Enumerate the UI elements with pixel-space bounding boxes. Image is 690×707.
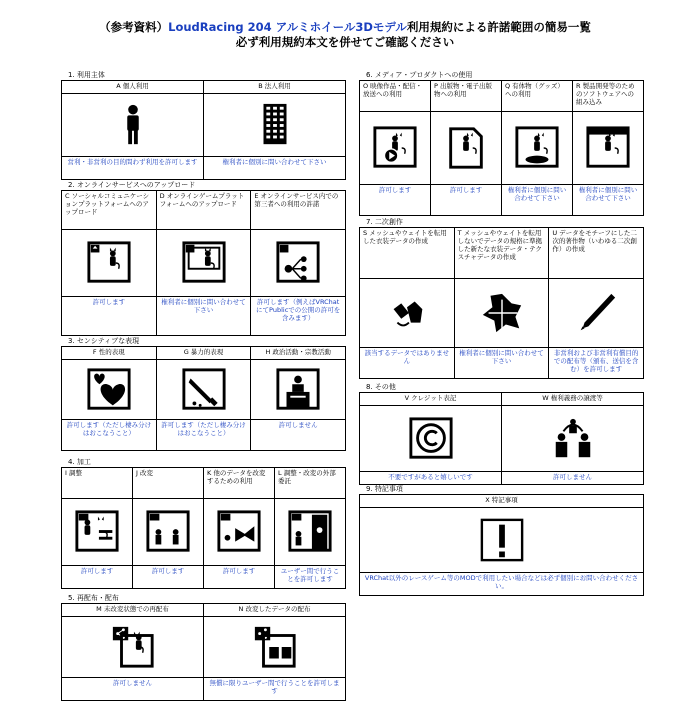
outsourcing-icon	[275, 499, 345, 565]
item-header: U データをモチーフにした二次的著作物（いわゆる二次創作）の作成	[549, 228, 643, 279]
permission-table	[61, 190, 346, 336]
item-answer: 許可しません	[502, 471, 643, 484]
item-header: P 出版物・電子出版物への利用	[431, 81, 501, 112]
item-answer: 権利者に個別に問い合わせて下さい	[573, 184, 643, 215]
item-answer: 許可します（ただし棲み分けはおこなうこと）	[157, 419, 251, 450]
section-label: 3. センシティブな表現	[68, 337, 140, 345]
section-s8	[359, 383, 644, 485]
building-icon	[204, 94, 345, 156]
permission-table	[359, 392, 644, 485]
section-s9	[359, 485, 644, 596]
item-answer: 許可しません	[251, 419, 345, 450]
item-header: T メッシュやウェイトを転用しないでデータの規格に準拠した新たな衣装データ・テクスチャデータの作成	[455, 228, 549, 279]
section-s5	[61, 594, 346, 701]
exclamation-icon	[360, 508, 643, 572]
item-header: J 改変	[133, 468, 203, 499]
section-s6	[359, 71, 644, 216]
item-header: C ソーシャルコミュニケーションプラットフォームへのアップロード	[62, 191, 156, 230]
permission-item	[360, 228, 454, 378]
section-s4	[61, 458, 346, 589]
clothing-icon	[360, 279, 454, 347]
distribute-modified-icon	[204, 617, 345, 677]
section-label: 6. メディア・プロダクトへの使用	[366, 71, 473, 79]
permission-item	[501, 81, 572, 215]
item-header: F 性的表現	[62, 347, 156, 360]
item-header: O 映像作品・配信・放送への利用	[360, 81, 430, 112]
permission-table	[61, 346, 346, 451]
permission-item	[454, 228, 549, 378]
permission-item	[250, 191, 345, 335]
item-header: X 特記事項	[360, 495, 643, 508]
item-answer: VRChat以外のレースゲーム等のMODで利用したい場合などは必ず個別にお問い合わせください。	[360, 572, 643, 595]
redistribute-icon	[62, 617, 203, 677]
item-answer: 権利者に個別に問い合わせて下さい	[157, 296, 251, 335]
transfer-icon	[502, 406, 643, 471]
permission-item	[548, 228, 643, 378]
section-s3	[61, 337, 346, 451]
item-answer: 許可します（ただし棲み分けはおこなうこと）	[62, 419, 156, 450]
permission-item	[203, 468, 274, 588]
publication-icon	[431, 112, 501, 184]
texture-icon	[455, 279, 549, 347]
item-answer: 権利者に個別に問い合わせて下さい	[204, 156, 345, 179]
adjust-icon	[62, 499, 132, 565]
permission-item	[62, 347, 156, 450]
item-answer: ユーザー間で行うことを許可します	[275, 565, 345, 588]
section-label: 7. 二次創作	[366, 218, 403, 226]
item-answer: 権利者に個別に問い合わせて下さい	[455, 347, 549, 378]
section-s7	[359, 218, 644, 379]
item-header: R 製品開発等のためのソフトウェアへの組み込み	[573, 81, 643, 112]
item-answer: 許可します	[360, 184, 430, 215]
item-answer: 営利・非営利の目的問わず利用を許可します	[62, 156, 203, 179]
item-header: N 改変したデータの配布	[204, 604, 345, 617]
item-answer: 該当するデータではありません	[360, 347, 454, 378]
permission-item	[156, 347, 251, 450]
section-label: 1. 利用主体	[68, 71, 105, 79]
software-icon	[573, 112, 643, 184]
modify-icon	[133, 499, 203, 565]
item-answer: 許可します	[62, 296, 156, 335]
section-label: 4. 加工	[68, 458, 91, 466]
permission-table	[359, 80, 644, 216]
item-header: W 権利義務の譲渡等	[502, 393, 643, 406]
item-answer: 不要ですがあると嬉しいです	[360, 471, 501, 484]
upload-avatar-icon	[62, 230, 156, 296]
knife-icon	[157, 360, 251, 419]
item-header: K 他のデータを改変するための利用	[204, 468, 274, 499]
permission-table	[61, 467, 346, 589]
item-header: L 調整・改変の外部委託	[275, 468, 345, 499]
item-answer: 許可します	[431, 184, 501, 215]
goods-icon	[502, 112, 572, 184]
item-header: E オンラインサービス内での第三者への利用の許諾	[251, 191, 345, 230]
hearts-icon	[62, 360, 156, 419]
item-header: B 法人利用	[204, 81, 345, 94]
pen-icon	[549, 279, 643, 347]
podium-icon	[251, 360, 345, 419]
item-answer: 許可します（例えばVRChatにてPublicでの公開の許可を含みます）	[251, 296, 345, 335]
upload-game-icon	[157, 230, 251, 296]
permission-item	[274, 468, 345, 588]
page-title: （参考資料）LoudRacing 204 アルミホイール3Dモデル利用規約による許諾範囲の簡易一覧 必ず利用規約本文を併せてご確認ください	[99, 20, 591, 49]
item-answer: 非営利および非営利有償目的での配布等（頒布、送信を含む）を許可します	[549, 347, 643, 378]
item-answer: 許可します	[204, 565, 274, 588]
permission-item	[203, 81, 345, 179]
item-answer: 許可します	[62, 565, 132, 588]
permission-item	[62, 81, 203, 179]
section-label: 9. 特記事項	[366, 485, 403, 493]
permission-table	[359, 227, 644, 379]
video-icon	[360, 112, 430, 184]
permission-item	[360, 81, 430, 215]
item-answer: 権利者に個別に問い合わせて下さい	[502, 184, 572, 215]
section-label: 2. オンラインサービスへのアップロード	[68, 181, 196, 189]
permission-item	[250, 347, 345, 450]
permission-item	[62, 191, 156, 335]
share-third-party-icon	[251, 230, 345, 296]
item-header: V クレジット表記	[360, 393, 501, 406]
permission-item	[203, 604, 345, 700]
item-header: Q 有体物（グッズ）への利用	[502, 81, 572, 112]
permission-item	[360, 393, 501, 484]
item-header: I 調整	[62, 468, 132, 499]
permission-item	[156, 191, 251, 335]
section-label: 5. 再配布・配布	[68, 594, 119, 602]
section-s2	[61, 181, 346, 336]
permission-item	[132, 468, 203, 588]
permission-item	[430, 81, 501, 215]
permission-item	[572, 81, 643, 215]
permission-table	[359, 494, 644, 596]
item-answer: 無償に限りユーザー間で行うことを許可します	[204, 677, 345, 700]
item-header: S メッシュやウェイトを転用した衣装データの作成	[360, 228, 454, 279]
permission-item	[62, 604, 203, 700]
permission-table	[61, 603, 346, 701]
section-s1	[61, 71, 346, 180]
item-answer: 許可しません	[62, 677, 203, 700]
item-header: A 個人利用	[62, 81, 203, 94]
person-icon	[62, 94, 203, 156]
permission-item	[62, 468, 132, 588]
item-answer: 許可します	[133, 565, 203, 588]
bow-tie-icon	[204, 499, 274, 565]
copyright-icon	[360, 406, 501, 471]
permission-item	[360, 495, 643, 595]
item-header: H 政治活動・宗教活動	[251, 347, 345, 360]
permission-table	[61, 80, 346, 180]
permission-item	[501, 393, 643, 484]
item-header: M 未改変状態での再配布	[62, 604, 203, 617]
item-header: D オンラインゲームプラットフォームへのアップロード	[157, 191, 251, 230]
section-label: 8. その他	[366, 383, 396, 391]
item-header: G 暴力的表現	[157, 347, 251, 360]
